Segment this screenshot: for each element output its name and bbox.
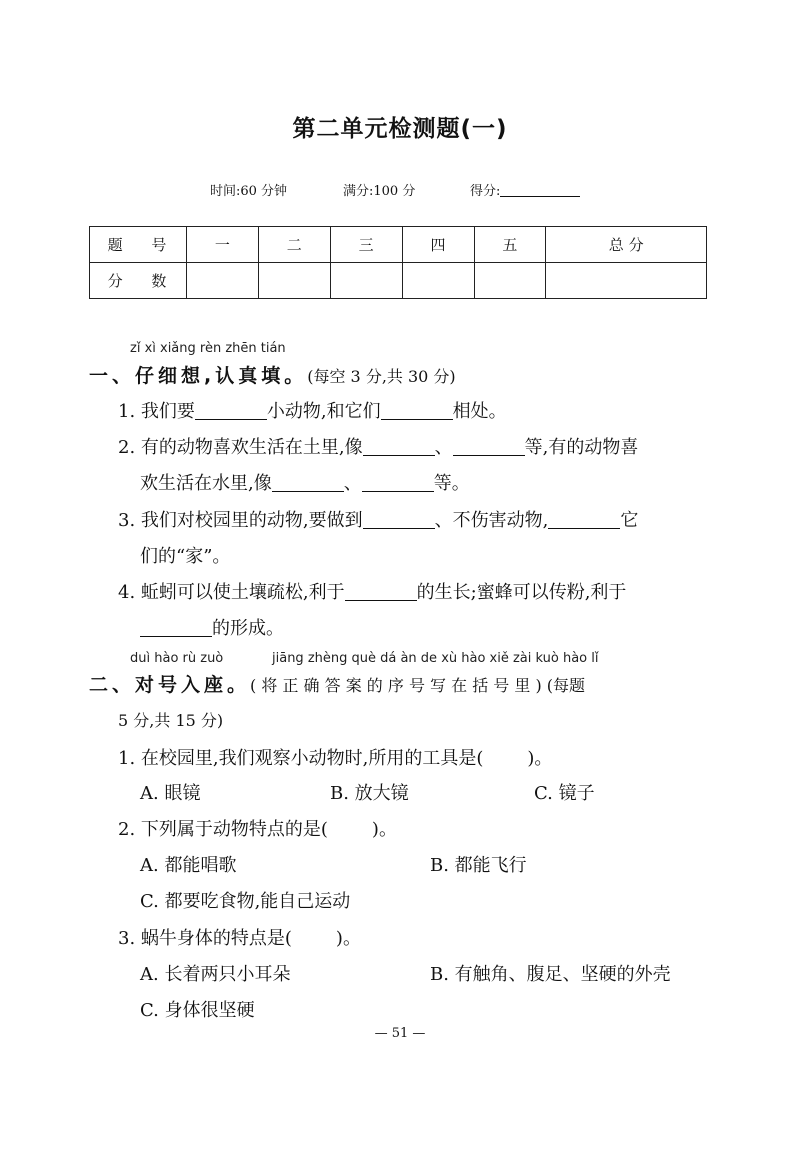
s2q2-stem-end: )。 xyxy=(371,819,397,840)
score-table-score-row xyxy=(90,263,707,299)
s2q2-option-a[interactable]: A. 都能唱歌 xyxy=(140,855,237,876)
page-number: — 51 — xyxy=(374,1026,426,1041)
s2q3-stem: 3. 蜗牛身体的特点是( xyxy=(118,928,292,949)
page-title: 第二单元检测题(一) xyxy=(292,116,508,142)
s2-question-3 xyxy=(118,924,361,950)
header-cell-3: 三 xyxy=(330,227,402,263)
s2q1-stem: 1. 在校园里,我们观察小动物时,所用的工具是( xyxy=(118,748,484,769)
s1-question-1 xyxy=(118,397,507,423)
header-cell-1: 一 xyxy=(187,227,259,263)
s1q1-text-b: 小动物,和它们 xyxy=(266,401,381,422)
s1-question-4-line1 xyxy=(118,578,626,604)
section1-pinyin: zǐ xì xiǎng rèn zhēn tián xyxy=(130,341,286,356)
s1q2-text-b: 等,有的动物喜 xyxy=(524,437,639,458)
section2-pinyin-a: duì hào rù zuò xyxy=(130,651,224,666)
section1-heading xyxy=(89,361,456,388)
score-cell-1[interactable] xyxy=(187,263,259,299)
header-cell-question-number: 题 号 xyxy=(90,227,187,263)
section2-heading xyxy=(89,670,585,697)
s1q3-blank-1[interactable] xyxy=(363,511,435,529)
s1q3-text-b: 、不伤害动物, xyxy=(434,510,549,531)
s1q2-sep-2: 、 xyxy=(343,473,362,494)
s2q1-option-a[interactable]: A. 眼镜 xyxy=(140,783,201,804)
s1q2-blank-2[interactable] xyxy=(453,438,525,456)
s1q1-blank-1[interactable] xyxy=(195,402,267,420)
s2q3-stem-end: )。 xyxy=(335,928,361,949)
s1q3-text-c: 它 xyxy=(620,510,639,531)
s2-question-2 xyxy=(118,815,397,841)
s2q1-option-b[interactable]: B. 放大镜 xyxy=(330,783,409,804)
s1q3-blank-2[interactable] xyxy=(548,511,620,529)
header-cell-4: 四 xyxy=(402,227,474,263)
score-cell-3[interactable] xyxy=(330,263,402,299)
s2q3-option-c[interactable]: C. 身体很坚硬 xyxy=(140,1000,255,1021)
s1q2-blank-4[interactable] xyxy=(362,474,434,492)
header-cell-total: 总 分 xyxy=(546,227,707,263)
s2q3-option-b[interactable]: B. 有触角、腹足、坚硬的外壳 xyxy=(430,964,671,985)
section1-note: (每空 3 分,共 30 分) xyxy=(307,367,456,386)
section1-title: 一、仔细想,认真填。 xyxy=(89,365,308,387)
section2-note-b xyxy=(118,708,223,731)
s1-question-4-line2 xyxy=(140,614,284,640)
s1q3-text-a: 3. 我们对校园里的动物,要做到 xyxy=(118,510,363,531)
s1q1-blank-2[interactable] xyxy=(381,402,453,420)
s2q3-option-a[interactable]: A. 长着两只小耳朵 xyxy=(140,964,291,985)
score-cell-5[interactable] xyxy=(474,263,546,299)
section2-pinyin-b: jiāng zhèng què dá àn de xù hào xiě zài kuò hào lǐ xyxy=(272,651,599,666)
score-label: 得分: xyxy=(470,184,501,199)
s1q4-blank-2[interactable] xyxy=(140,619,212,637)
full-score: 满分:100 分 xyxy=(343,184,416,199)
s2q2-option-c[interactable]: C. 都要吃食物,能自己运动 xyxy=(140,891,351,912)
score-cell-2[interactable] xyxy=(258,263,330,299)
s1q4-text-c: 的形成。 xyxy=(212,618,284,639)
s2-question-1 xyxy=(118,744,552,770)
section2-title: 二、对号入座。 xyxy=(89,674,251,696)
s1q2-text-e: 等。 xyxy=(433,473,470,494)
s1q2-text-c: 欢生活在水里,像 xyxy=(140,473,272,494)
section2-note-b-text: 5 分,共 15 分) xyxy=(118,711,224,730)
score-table xyxy=(89,226,707,299)
s1q2-sep-1: 、 xyxy=(434,437,453,458)
s1q1-text-a: 1. 我们要 xyxy=(118,401,195,422)
s1q2-text-a: 2. 有的动物喜欢生活在土里,像 xyxy=(118,437,363,458)
header-cell-5: 五 xyxy=(474,227,546,263)
s1q4-blank-1[interactable] xyxy=(345,583,417,601)
s1-question-2-line2 xyxy=(140,469,470,495)
s2q2-stem: 2. 下列属于动物特点的是( xyxy=(118,819,328,840)
score-cell-4[interactable] xyxy=(402,263,474,299)
s1q2-blank-3[interactable] xyxy=(272,474,344,492)
header-cell-2: 二 xyxy=(258,227,330,263)
score-field xyxy=(470,180,580,199)
score-row-label: 分 数 xyxy=(90,263,187,299)
section2-note-a: ( 将 正 确 答 案 的 序 号 写 在 括 号 里 ) (每题 xyxy=(250,676,586,695)
s2q1-option-c[interactable]: C. 镜子 xyxy=(534,783,595,804)
s2q1-stem-end: )。 xyxy=(527,748,553,769)
s1-question-2-line1 xyxy=(118,433,638,459)
s1-question-3-line1 xyxy=(118,506,638,532)
score-table-header-row xyxy=(90,227,707,263)
score-cell-total[interactable] xyxy=(546,263,707,299)
s1-question-3-line2: 们的“家”。 xyxy=(140,546,231,567)
score-blank[interactable] xyxy=(500,184,580,197)
s1q4-text-b: 的生长;蜜蜂可以传粉,利于 xyxy=(416,582,627,603)
s1q4-text-a: 4. 蚯蚓可以使土壤疏松,利于 xyxy=(118,582,345,603)
s1q2-blank-1[interactable] xyxy=(363,438,435,456)
time-limit: 时间:60 分钟 xyxy=(210,184,288,199)
s2q2-option-b[interactable]: B. 都能飞行 xyxy=(430,855,527,876)
s1q1-text-c: 相处。 xyxy=(452,401,507,422)
